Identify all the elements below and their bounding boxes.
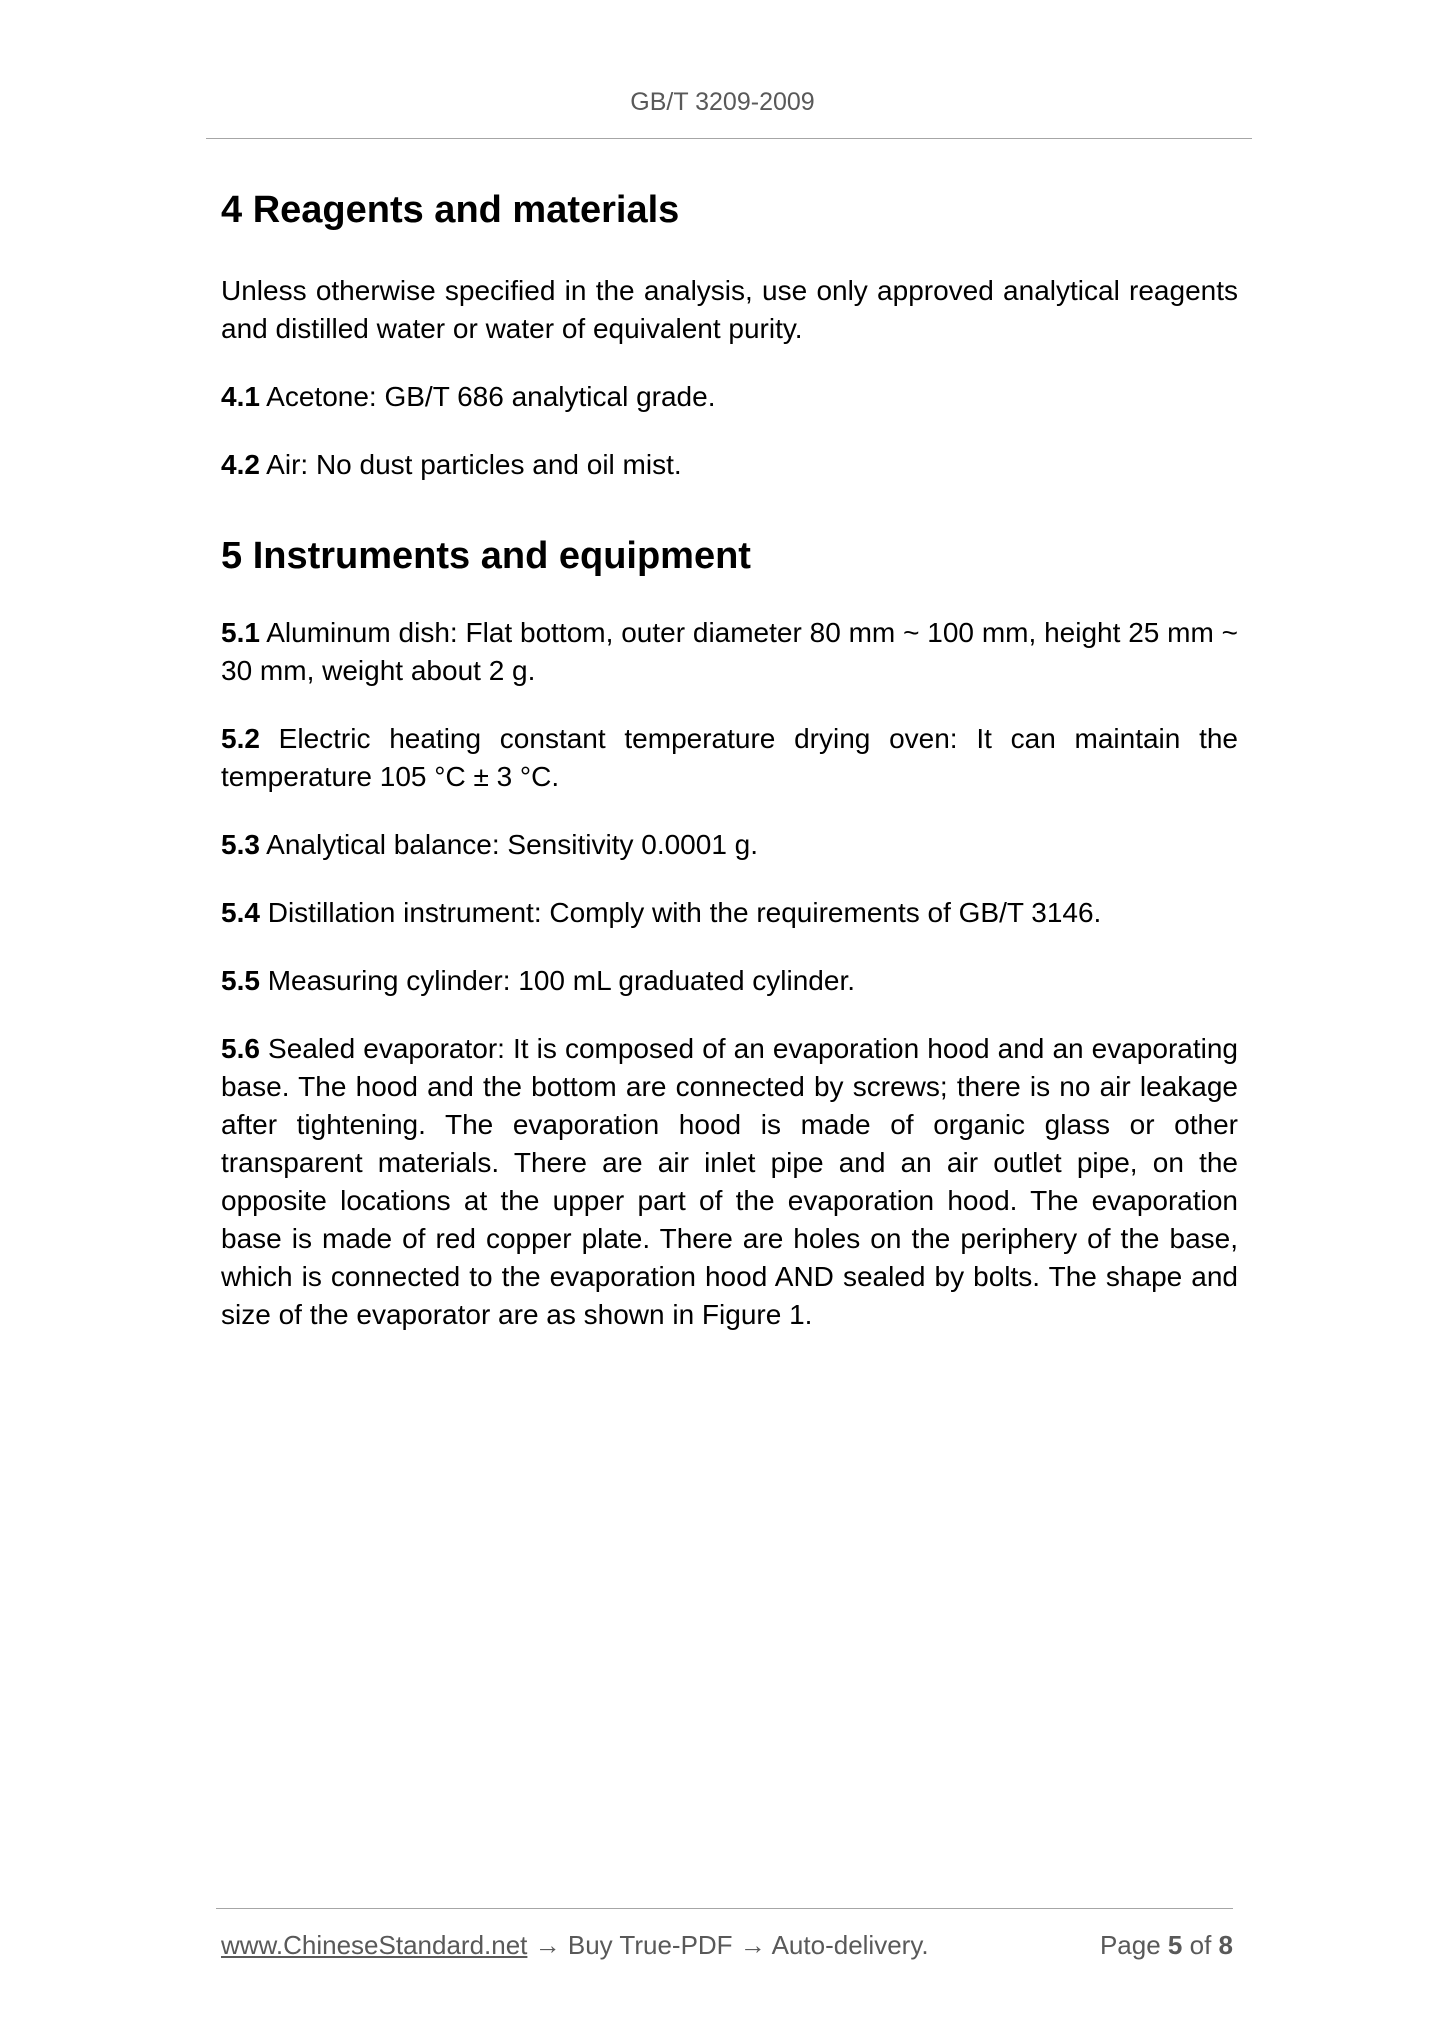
item-number: 5.1 [221,617,260,648]
section-4-heading: 4 Reagents and materials [221,189,680,231]
arrow-icon: → [527,1930,568,1960]
document-body [221,176,1238,1334]
footer-buy-text: Buy True-PDF [567,1930,733,1960]
item-5-1 [221,614,1238,690]
item-text: Aluminum dish: Flat bottom, outer diameter 80 mm ~ 100 mm, height 25 mm ~ 30 mm, weight about 2 g. [221,617,1238,686]
item-number: 5.4 [221,897,260,928]
footer-divider [216,1908,1233,1909]
item-text: Air: No dust particles and oil mist. [259,449,682,480]
section-4-intro: Unless otherwise specified in the analysis, use only approved analytical reagents and distilled water or water of equivalent purity. [221,275,1238,344]
header-divider [206,138,1252,139]
of-label: of [1182,1930,1219,1960]
item-text: Electric heating constant temperature drying oven: It can maintain the temperature 105 °C ± 3 °C. [221,723,1238,792]
section-5-heading: 5 Instruments and equipment [221,535,751,577]
footer-promo [221,1930,929,1961]
website-link[interactable]: www.ChineseStandard.net [221,1930,528,1960]
item-5-2 [221,720,1238,796]
item-number: 4.1 [221,381,260,412]
item-5-4 [221,894,1238,932]
item-number: 5.2 [221,723,260,754]
item-text: Measuring cylinder: 100 mL graduated cylinder. [259,965,856,996]
item-text: Analytical balance: Sensitivity 0.0001 g. [259,829,759,860]
item-number: 5.6 [221,1033,260,1064]
item-5-5 [221,962,1238,1000]
item-text: Sealed evaporator: It is composed of an evaporation hood and an evaporating base. The hood and the bottom are connected by screws; there is no air leakage after tightening. The evaporation hood is made of organic glass or other transparent materials. There are air inlet pipe and an air outlet pipe, on the opposite locations at the upper part of the evaporation hood. The evaporation base is made of red copper plate. There are holes on the periphery of the base, which is connected to the evaporation hood AND sealed by bolts. The shape and size of the evaporator are as shown in Figure 1. [221,1033,1238,1330]
item-number: 5.5 [221,965,260,996]
item-4-1 [221,378,1238,416]
page-total: 8 [1218,1930,1233,1960]
arrow-icon: → [732,1930,772,1960]
item-number: 4.2 [221,449,260,480]
item-5-6 [221,1030,1238,1334]
item-number: 5.3 [221,829,260,860]
item-4-2 [221,446,1238,484]
footer-delivery-text: Auto-delivery. [771,1930,929,1960]
item-5-3 [221,826,1238,864]
page-number: 5 [1167,1930,1183,1960]
page-label: Page [1099,1930,1168,1960]
page-header: GB/T 3209-2009 [630,88,815,116]
item-text: Distillation instrument: Comply with the requirements of GB/T 3146. [259,897,1102,928]
item-text: Acetone: GB/T 686 analytical grade. [259,381,716,412]
page-indicator [1100,1930,1233,1961]
